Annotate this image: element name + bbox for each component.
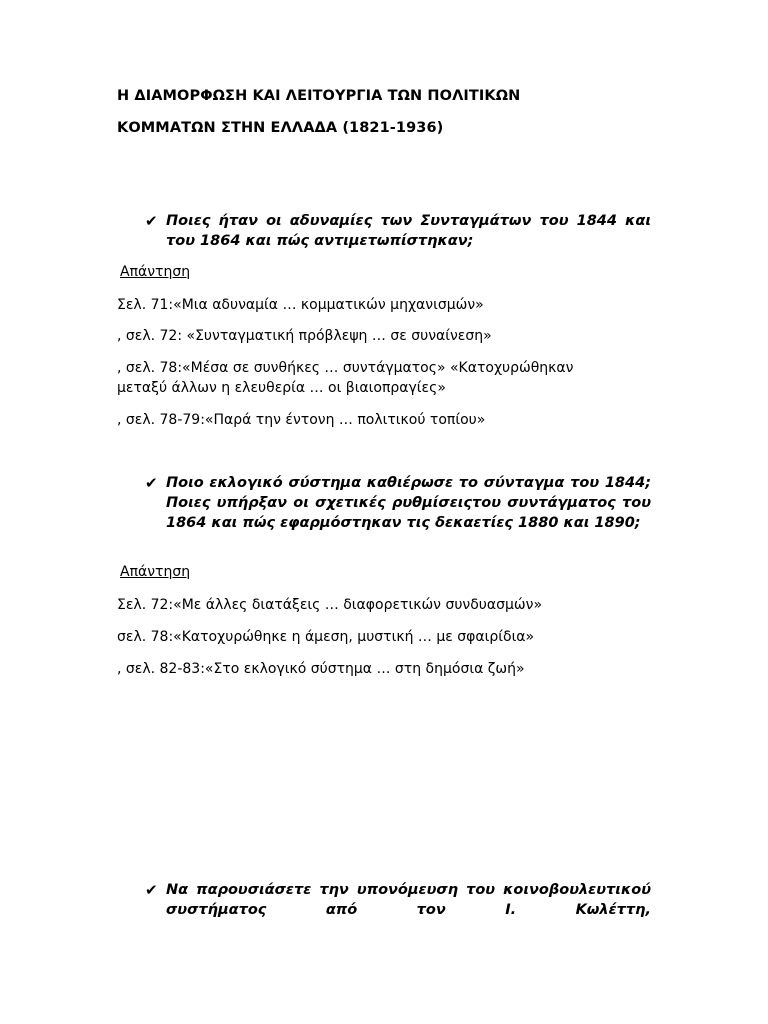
document-title-line-1: Η ΔΙΑΜΟΡΦΩΣΗ ΚΑΙ ΛΕΙΤΟΥΡΓΙΑ ΤΩΝ ΠΟΛΙΤΙΚΩΝ <box>117 88 521 104</box>
question-1-text: Ποιες ήταν οι αδυναμίες των Συνταγμάτων του 1844 και του 1864 και πώς αντιμετωπίστηκαν; <box>166 213 651 249</box>
document-title-line-2: ΚΟΜΜΑΤΩΝ ΣΤΗΝ ΕΛΛΑΔΑ (1821-1936) <box>117 120 444 136</box>
reference-1-2: , σελ. 72: «Συνταγματική πρόβλεψη … σε συναίνεση» <box>117 328 492 344</box>
reference-2-3: , σελ. 82-83:«Στο εκλογικό σύστημα … στη δημόσια ζωή» <box>117 661 525 677</box>
reference-1-1: Σελ. 71:«Μια αδυναμία … κομματικών μηχανισμών» <box>117 297 484 313</box>
reference-1-4: μεταξύ άλλων η ελευθερία … οι βιαιοπραγίες» <box>117 380 446 396</box>
reference-2-1: Σελ. 72:«Με άλλες διατάξεις … διαφορετικών συνδυασμών» <box>117 597 543 613</box>
question-3 <box>145 880 651 920</box>
answer-label-2: Απάντηση <box>120 564 191 580</box>
reference-2-2: σελ. 78:«Κατοχυρώθηκε η άμεση, μυστική … με σφαιρίδια» <box>117 629 535 645</box>
checkmark-icon: ✔ <box>145 212 158 230</box>
reference-1-5: , σελ. 78-79:«Παρά την έντονη … πολιτικού τοπίου» <box>117 412 486 428</box>
checkmark-icon: ✔ <box>145 881 158 899</box>
reference-1-3: , σελ. 78:«Μέσα σε συνθήκες … συντάγματος» «Κατοχυρώθηκαν <box>117 360 574 376</box>
question-2 <box>145 473 651 533</box>
answer-label-1: Απάντηση <box>120 264 191 280</box>
checkmark-icon: ✔ <box>145 474 158 492</box>
question-2-text: Ποιο εκλογικό σύστημα καθιέρωσε το σύνταγμα του 1844; Ποιες υπήρξαν οι σχετικές ρυθμίσειςτου συντάγματος του 1864 και πώς εφαρμόστηκαν τις δεκαετίες 1880 και 1890; <box>166 475 651 531</box>
question-3-text: Να παρουσιάσετε την υπονόμευση του κοινοβουλευτικού συστήματος από τον Ι. Κωλέττη, <box>166 882 651 918</box>
question-1 <box>145 211 651 251</box>
